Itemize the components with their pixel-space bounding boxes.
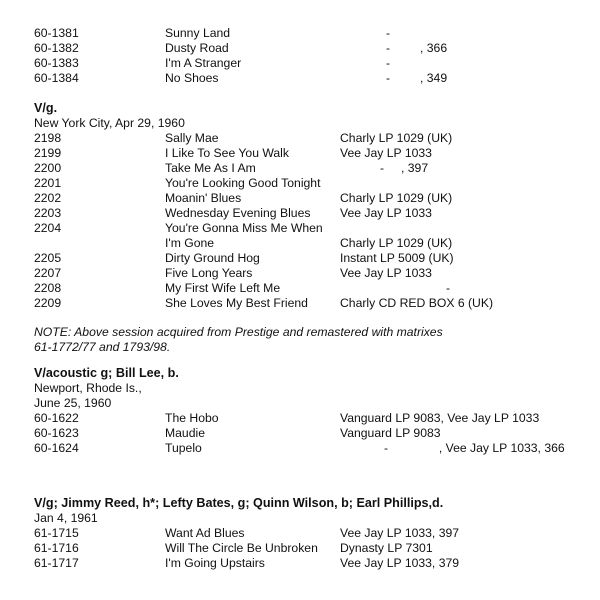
track-title: I'm Going Upstairs: [165, 556, 265, 570]
track-row: [34, 146, 574, 161]
track-title: Will The Circle Be Unbroken: [165, 541, 318, 555]
issue-info: Charly LP 1029 (UK): [340, 191, 453, 205]
track-title: My First Wife Left Me: [165, 281, 281, 295]
issue-info: Vanguard LP 9083, Vee Jay LP 1033: [340, 411, 540, 425]
track-row: [34, 206, 574, 221]
matrix-number: 2198: [34, 131, 62, 145]
note-line-2: 61-1772/77 and 1793/98.: [34, 340, 171, 354]
session-date: Jan 4, 1961: [34, 511, 98, 525]
session-date: June 25, 1960: [34, 396, 112, 410]
session-location: New York City, Apr 29, 1960: [34, 116, 185, 130]
track-row: [34, 441, 574, 456]
track-title: I'm Gone: [165, 236, 215, 250]
issue-info: Vee Jay LP 1033: [340, 206, 432, 220]
track-title: Five Long Years: [165, 266, 253, 280]
track-title: Take Me As I Am: [165, 161, 256, 175]
issue-info: , 366: [420, 41, 448, 55]
issue-ditto: -: [386, 71, 391, 85]
matrix-number: 2203: [34, 206, 62, 220]
track-title: You're Gonna Miss Me When: [165, 221, 323, 235]
note-line-1: NOTE: Above session acquired from Prestige and remastered with matrixes: [34, 325, 443, 339]
matrix-number: 2209: [34, 296, 62, 310]
issue-ditto: -: [386, 26, 391, 40]
session-block-2: [34, 101, 574, 311]
matrix-number: 2200: [34, 161, 62, 175]
track-title: Tupelo: [165, 441, 202, 455]
track-row: [34, 236, 574, 251]
track-row: [34, 191, 574, 206]
issue-info: Dynasty LP 7301: [340, 541, 433, 555]
track-title: You're Looking Good Tonight: [165, 176, 321, 190]
personnel-header: V/acoustic g; Bill Lee, b.: [34, 366, 179, 380]
matrix-number: 60-1622: [34, 411, 79, 425]
matrix-number: 2202: [34, 191, 62, 205]
issue-info: Charly CD RED BOX 6 (UK): [340, 296, 494, 310]
track-row: [34, 526, 574, 541]
track-title: Wednesday Evening Blues: [165, 206, 311, 220]
matrix-number: 2205: [34, 251, 62, 265]
track-title: Maudie: [165, 426, 205, 440]
track-row: [34, 556, 574, 571]
session-block-1: [34, 26, 574, 86]
track-row: [34, 541, 574, 556]
matrix-number: 2201: [34, 176, 62, 190]
issue-info: Vee Jay LP 1033, 397: [340, 526, 460, 540]
session-block-3: [34, 366, 574, 456]
issue-ditto: -: [386, 56, 391, 70]
matrix-number: 60-1623: [34, 426, 79, 440]
matrix-number: 2204: [34, 221, 62, 235]
track-title: The Hobo: [165, 411, 219, 425]
track-title: Moanin' Blues: [165, 191, 242, 205]
track-title: No Shoes: [165, 71, 219, 85]
matrix-number: 60-1382: [34, 41, 79, 55]
personnel-header: V/g.: [34, 101, 58, 115]
track-title: Sunny Land: [165, 26, 231, 40]
track-title: Dirty Ground Hog: [165, 251, 260, 265]
matrix-number: 60-1624: [34, 441, 79, 455]
matrix-number: 60-1383: [34, 56, 79, 70]
issue-info: Instant LP 5009 (UK): [340, 251, 454, 265]
track-row: [34, 266, 574, 281]
matrix-number: 60-1381: [34, 26, 79, 40]
issue-info: , 349: [420, 71, 448, 85]
track-row: [34, 161, 574, 176]
track-row: [34, 426, 574, 441]
issue-info: Charly LP 1029 (UK): [340, 236, 453, 250]
matrix-number: 61-1717: [34, 556, 79, 570]
track-title: I Like To See You Walk: [165, 146, 289, 160]
issue-ditto: -: [386, 41, 391, 55]
track-row: [34, 131, 574, 146]
track-row: [34, 176, 574, 191]
issue-info: Vee Jay LP 1033, 379: [340, 556, 460, 570]
track-title: She Loves My Best Friend: [165, 296, 308, 310]
issue-info: Vee Jay LP 1033: [340, 266, 432, 280]
track-row: [34, 41, 574, 56]
track-row: [34, 411, 574, 426]
track-title: I'm A Stranger: [165, 56, 242, 70]
track-row: [34, 221, 574, 236]
issue-info: Vanguard LP 9083: [340, 426, 441, 440]
track-row: [34, 281, 574, 296]
track-row: [34, 71, 574, 86]
track-title: Dusty Road: [165, 41, 229, 55]
matrix-number: 2208: [34, 281, 62, 295]
track-title: Sally Mae: [165, 131, 219, 145]
track-row: [34, 296, 574, 311]
session-location: Newport, Rhode Is.,: [34, 381, 142, 395]
issue-info: - , 397: [380, 161, 429, 175]
issue-info: Charly LP 1029 (UK): [340, 131, 453, 145]
personnel-header: V/g; Jimmy Reed, h*; Lefty Bates, g; Quinn Wilson, b; Earl Phillips,d.: [34, 496, 444, 510]
issue-info: - , Vee Jay LP 1033, 366: [384, 441, 565, 455]
track-row: [34, 26, 574, 41]
issue-info: -: [446, 281, 451, 295]
matrix-number: 60-1384: [34, 71, 79, 85]
track-title: Want Ad Blues: [165, 526, 245, 540]
track-row: [34, 251, 574, 266]
issue-info: Vee Jay LP 1033: [340, 146, 432, 160]
matrix-number: 61-1716: [34, 541, 79, 555]
matrix-number: 61-1715: [34, 526, 79, 540]
session-note: [34, 325, 574, 355]
session-block-4: [34, 496, 574, 571]
matrix-number: 2207: [34, 266, 62, 280]
track-row: [34, 56, 574, 71]
matrix-number: 2199: [34, 146, 62, 160]
